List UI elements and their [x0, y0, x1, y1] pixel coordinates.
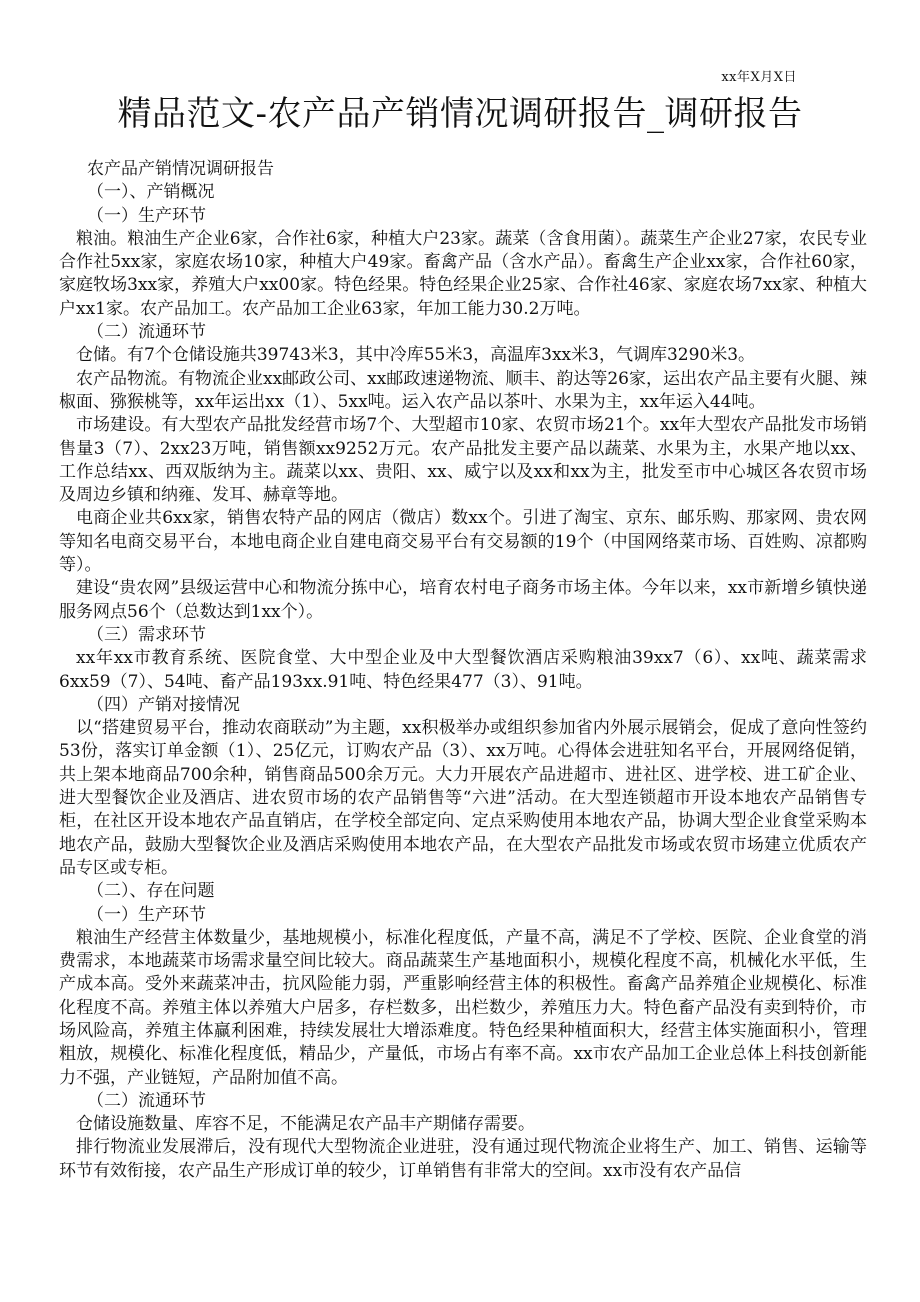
body-paragraph: 粮油。粮油生产企业6家，合作社6家，种植大户23家。蔬菜（含食用菌）。蔬菜生产企业27家，农民专业合作社5xx家，家庭农场10家，种植大户49家。畜禽产品（含水产品）。畜禽生产企业xx家，合作社60家，家庭牧场3xx家，养殖大户xx00家。特色经果。特色经果企业25家、合作社46家、家庭农场7xx家、种植大户xx1家。农产品加工。农产品加工企业63家，年加工能力30.2万吨。 [59, 228, 867, 319]
report-subtitle: 农产品产销情况调研报告 [87, 159, 274, 179]
document-body [59, 158, 867, 1183]
document-date: xx年X月X日 [721, 70, 797, 85]
body-paragraph: 电商企业共6xx家，销售农特产品的网店（微店）数xx个。引进了淘宝、京东、邮乐购、那家网、贵农网等知名电商交易平台，本地电商企业自建电商交易平台有交易额的19个（中国网络菜市场、百姓购、凉都购等）。 [59, 508, 867, 576]
subsection-heading: （二）流通环节 [87, 1090, 206, 1111]
body-paragraph: 仓储。有7个仓储设施共39743米3，其中冷库55米3，高温库3xx米3，气调库3290米3。 [76, 345, 756, 366]
body-paragraph: 粮油生产经营主体数量少，基地规模小，标准化程度低，产量不高，满足不了学校、医院、企业食堂的消费需求，本地蔬菜市场需求量空间比较大。商品蔬菜生产基地面积小，规模化程度不高，机械化水平低，生产成本高。受外来蔬菜冲击，抗风险能力弱，严重影响经营主体的积极性。畜禽产品养殖企业规模化、标准化程度不高。养殖主体以养殖大户居多，存栏数多，出栏数少，养殖压力大。特色畜产品没有卖到特价，市场风险高，养殖主体赢利困难，持续发展壮大增添难度。特色经果种植面积大，经营主体实施面积小，管理粗放，规模化、标准化程度低，精品少，产量低，市场占有率不高。xx市农产品加工企业总体上科技创新能力不强，产业链短，产品附加值不高。 [59, 927, 867, 1088]
body-paragraph: 建设“贵农网”县级运营中心和物流分拣中心，培育农村电子商务市场主体。今年以来，xx市新增乡镇快递服务网点56个（总数达到1xx个）。 [59, 578, 867, 622]
body-paragraph: 仓储设施数量、库容不足，不能满足农产品丰产期储存需要。 [76, 1114, 535, 1135]
body-paragraph: 市场建设。有大型农产品批发经营市场7个、大型超市10家、农贸市场21个。xx年大型农产品批发市场销售量3（7）、2xx23万吨，销售额xx9252万元。农产品批发主要产品以蔬菜、水果为主，水果产地以xx、工作总结xx、西双版纳为主。蔬菜以xx、贵阳、xx、威宁以及xx和xx为主，批发至市中心城区各农贸市场及周边乡镇和纳雍、发耳、赫章等地。 [59, 415, 867, 506]
subsection-heading: （一）生产环节 [87, 904, 206, 925]
body-paragraph: 以“搭建贸易平台，推动农商联动”为主题，xx积极举办或组织参加省内外展示展销会，促成了意向性签约53份，落实订单金额（1）、25亿元，订购农产品（3）、xx万吨。心得体会进驻知名平台，开展网络促销，共上架本地商品700余种，销售商品500余万元。大力开展农产品进超市、进社区、进学校、进工矿企业、进大型餐饮企业及酒店、进农贸市场的农产品销售等“六进”活动。在大型连锁超市开设本地农产品销售专柜，在社区开设本地农产品直销店，在学校全部定向、定点采购使用本地农产品，协调大型企业食堂采购本地农产品，鼓励大型餐饮企业及酒店采购使用本地农产品，在大型农产品批发市场或农贸市场建立优质农产品专区或专柜。 [59, 718, 867, 878]
subsection-heading: （四）产销对接情况 [87, 694, 240, 715]
section-heading: （二）、存在问题 [87, 881, 215, 902]
body-paragraph: 排行物流业发展滞后，没有现代大型物流企业进驻，没有通过现代物流企业将生产、加工、销售、运输等环节有效衔接，农产品生产形成订单的较少，订单销售有非常大的空间。xx市没有农产品信 [59, 1137, 867, 1181]
document-title: 精品范文-农产品产销情况调研报告_调研报告 [117, 94, 803, 134]
body-paragraph: xx年xx市教育系统、医院食堂、大中型企业及中大型餐饮酒店采购粮油39xx7（6）、xx吨、蔬菜需求6xx59（7）、54吨、畜产品193xx.91吨、特色经果477（3）、91吨。 [59, 648, 867, 692]
body-paragraph: 农产品物流。有物流企业xx邮政公司、xx邮政速递物流、顺丰、韵达等26家，运出农产品主要有火腿、辣椒面、猕猴桃等，xx年运出xx（1）、5xx吨。运入农产品以茶叶、水果为主，xx年运入44吨。 [59, 368, 867, 412]
subsection-heading: （二）流通环节 [87, 322, 206, 343]
subsection-heading: （一）生产环节 [87, 205, 206, 226]
subsection-heading: （三）需求环节 [87, 624, 206, 645]
section-heading: （一）、产销概况 [87, 182, 215, 203]
